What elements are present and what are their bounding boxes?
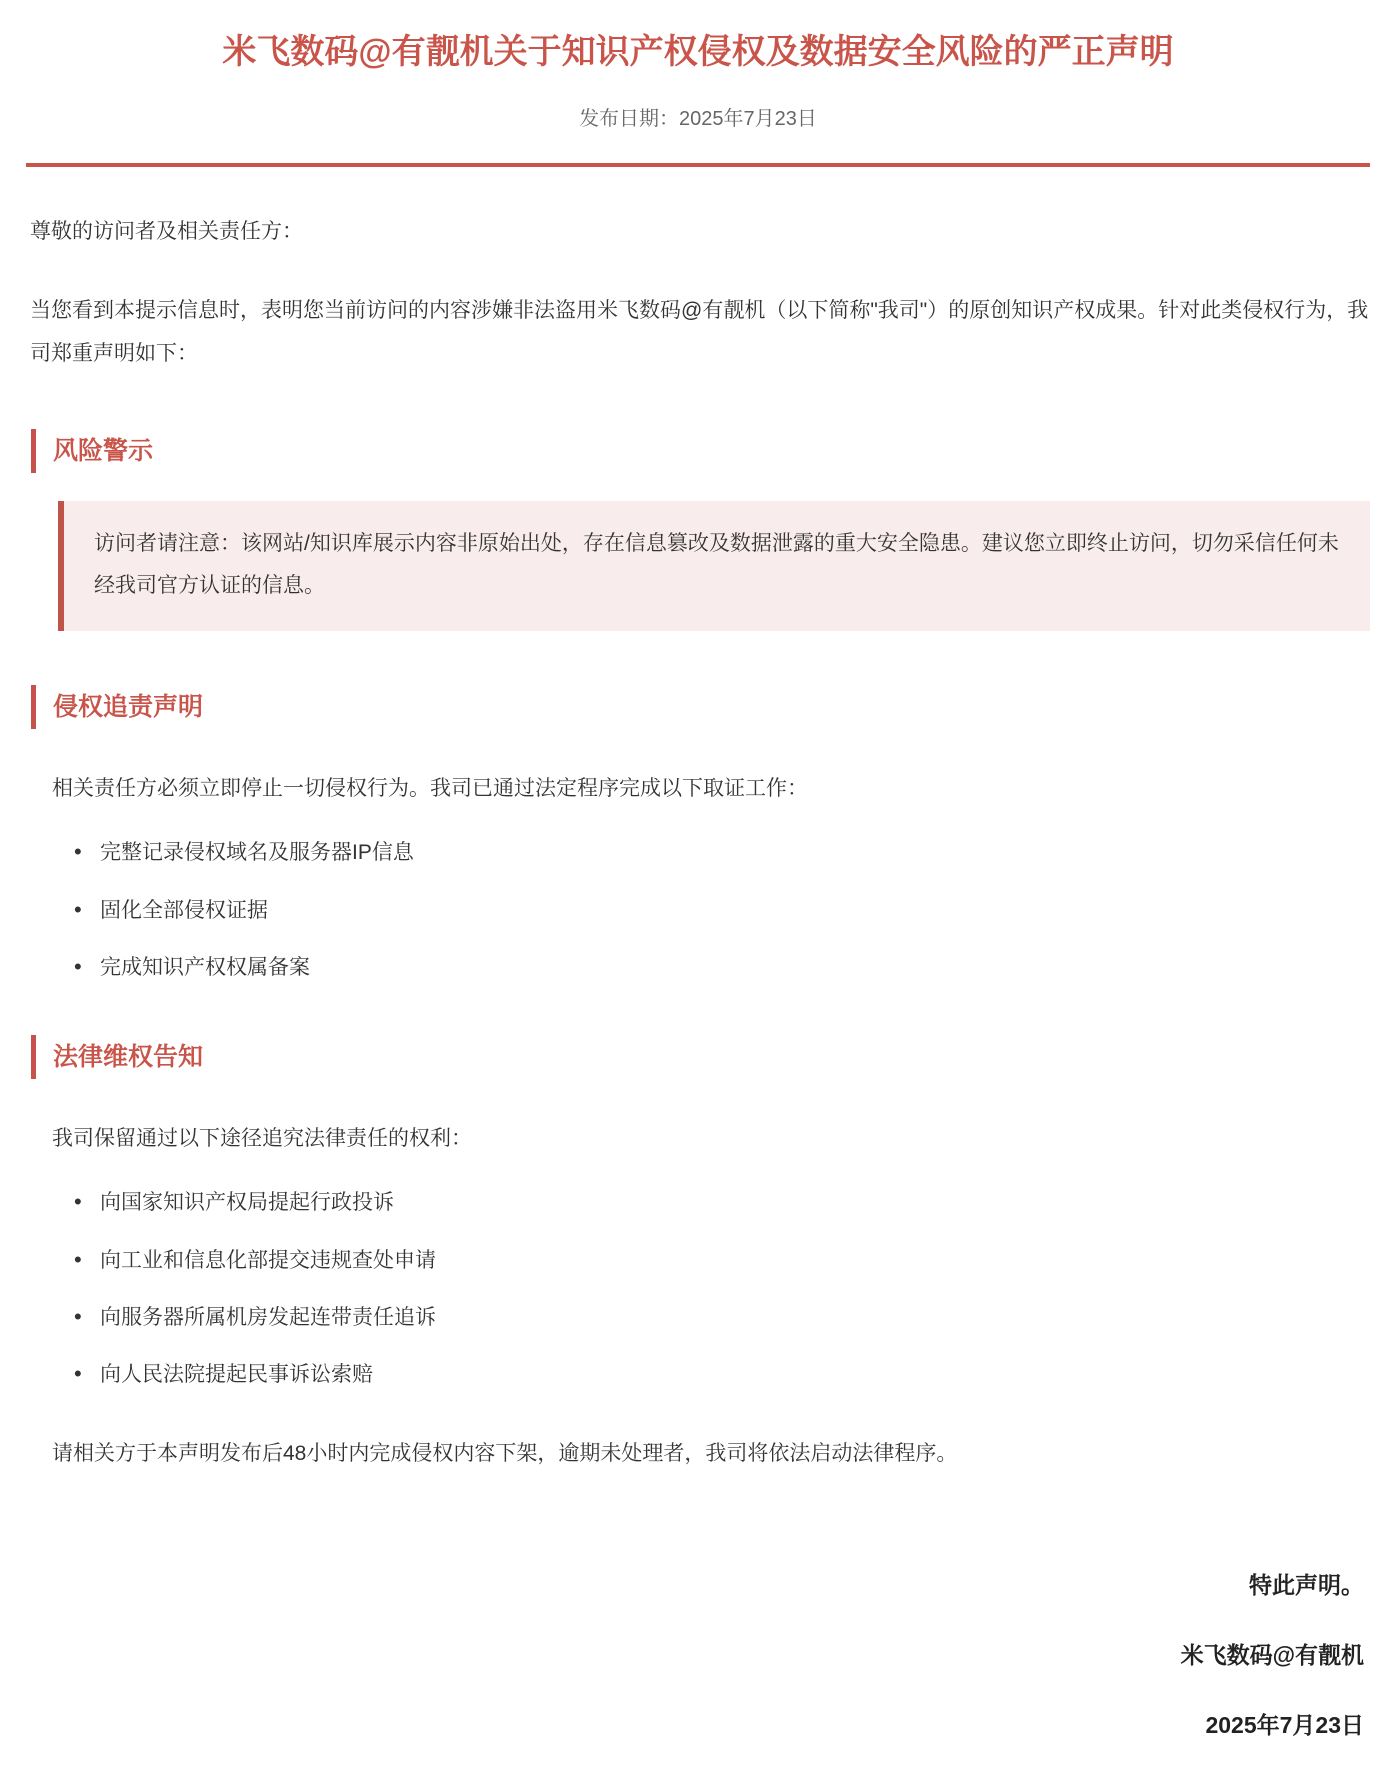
section-heading-legal-notice: 法律维权告知 [31,1035,1370,1079]
risk-warning-text: 访问者请注意：该网站/知识库展示内容非原始出处，存在信息篡改及数据泄露的重大安全隐患。建议您立即终止访问，切勿采信任何未经我司官方认证的信息。 [94,532,1339,598]
risk-warning-box [58,501,1370,631]
list-item: • 完成知识产权权属备案 [74,954,1370,981]
signature-block [26,1574,1364,1737]
greeting-line: 尊敬的访问者及相关责任方： [30,220,303,244]
legal-notice-paragraph: 我司保留通过以下途径追究法律责任的权利： [52,1127,472,1151]
list-item: • 向工业和信息化部提交违规查处申请 [74,1247,1370,1274]
signature-company: 米飞数码@有靓机 [1180,1642,1364,1669]
section-heading-accountability: 侵权追责声明 [31,685,1370,729]
section-heading-risk-warning: 风险警示 [31,429,1370,473]
intro-paragraph: 当您看到本提示信息时，表明您当前访问的内容涉嫌非法盗用米飞数码@有靓机（以下简称"我司"）的原创知识产权成果。针对此类侵权行为，我司郑重声明如下： [30,298,1369,365]
signature-date: 2025年7月23日 [1205,1712,1364,1739]
list-item: • 向人民法院提起民事诉讼索赔 [74,1361,1370,1388]
list-item: • 向国家知识产权局提起行政投诉 [74,1189,1370,1216]
page-title: 米飞数码@有靓机关于知识产权侵权及数据安全风险的严正声明 [222,33,1174,71]
deadline-paragraph: 请相关方于本声明发布后48小时内完成侵权内容下架，逾期未处理者，我司将依法启动法律程序。 [52,1442,958,1466]
title-divider [26,163,1370,167]
accountability-paragraph: 相关责任方必须立即停止一切侵权行为。我司已通过法定程序完成以下取证工作： [52,777,808,801]
list-item: • 向服务器所属机房发起连带责任追诉 [74,1304,1370,1331]
publish-date: 发布日期：2025年7月23日 [579,108,817,131]
legal-actions-list [52,1189,1370,1388]
evidence-list [52,839,1370,981]
list-item: • 完整记录侵权域名及服务器IP信息 [74,839,1370,866]
signature-statement: 特此声明。 [1249,1572,1364,1599]
list-item: • 固化全部侵权证据 [74,897,1370,924]
